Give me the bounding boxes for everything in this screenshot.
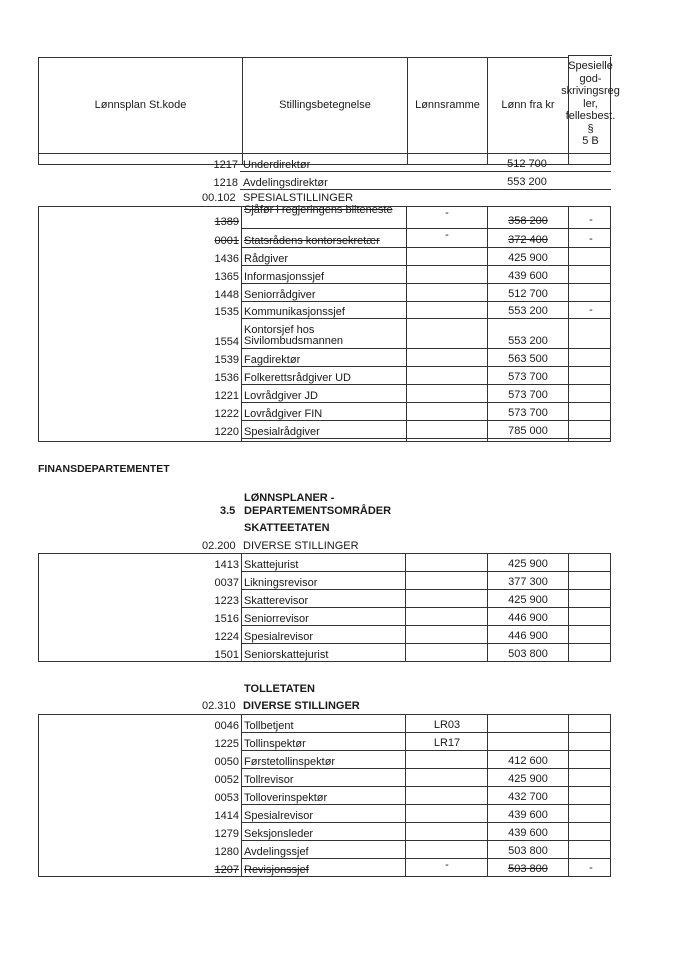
row-code: 1279 — [214, 828, 239, 840]
row-lonn: 425 900 — [508, 594, 548, 606]
table-row — [39, 421, 610, 439]
row-lonn: 439 600 — [508, 270, 548, 282]
toll-code: 02.310 — [202, 700, 236, 712]
table-row — [39, 284, 610, 302]
spesial-code: 00.102 — [202, 192, 236, 204]
spesial-table — [38, 206, 611, 442]
row-title: Revisjonssjef — [244, 864, 309, 876]
row-code: 1389 — [214, 216, 239, 228]
row-code: 1217 — [213, 159, 238, 171]
skatt-code: 02.200 — [202, 540, 236, 552]
row-lonnsramme: - — [445, 229, 449, 241]
table-row — [39, 805, 610, 823]
row-lonn: 425 900 — [508, 773, 548, 785]
table-row — [39, 751, 610, 769]
row-lonn: 377 300 — [508, 576, 548, 588]
row-lonn: 573 700 — [508, 407, 548, 419]
row-lonn: 573 700 — [508, 389, 548, 401]
row-lonn: 439 600 — [508, 809, 548, 821]
row-code: 1535 — [214, 306, 239, 318]
table-row — [39, 715, 610, 733]
row-title: Kommunikasjonssjef — [244, 306, 345, 318]
row-lonnsramme: - — [445, 207, 449, 219]
row-title: Underdirektør — [243, 159, 311, 171]
row-code: 1224 — [214, 631, 239, 643]
row-title: Lovrådgiver JD — [244, 390, 318, 402]
spesial-heading: SPESIALSTILLINGER — [243, 192, 354, 204]
row-code: 1218 — [213, 177, 238, 189]
row-spesielle: - — [589, 862, 593, 874]
row-code: 0053 — [214, 792, 239, 804]
row-lonn: 553 200 — [507, 176, 547, 188]
row-lonn: 446 900 — [508, 630, 548, 642]
row-lonnsramme: LR03 — [433, 719, 461, 731]
row-title: Seniorrådgiver — [244, 289, 316, 301]
table-row — [39, 385, 610, 403]
row-title: Kontorsjef hos Sivilombudsmannen — [244, 324, 344, 347]
row-spesielle: - — [589, 304, 593, 316]
row-code: 1365 — [214, 271, 239, 283]
row-code: 0046 — [214, 720, 239, 732]
header-spesielle-line: 5 B — [582, 135, 599, 148]
row-code: 1222 — [214, 408, 239, 420]
row-lonn: 563 500 — [508, 353, 548, 365]
toll-heading: DIVERSE STILLINGER — [243, 700, 360, 712]
row-lonn: 439 600 — [508, 827, 548, 839]
header-spesielle-line: fellesbest. § — [565, 110, 616, 135]
table-row — [39, 626, 610, 644]
row-lonn: 446 900 — [508, 612, 548, 624]
row-lonn: 785 000 — [508, 425, 548, 437]
plan-number: 3.5 — [220, 505, 236, 517]
skatt-table — [38, 553, 611, 662]
row-title: Skatterevisor — [244, 595, 309, 607]
row-lonn: 358 200 — [508, 215, 548, 227]
header-spesielle-line: skrivingsreg — [561, 85, 620, 98]
row-title: Seniorrevisor — [244, 613, 309, 625]
row-lonn: 503 800 — [508, 845, 548, 857]
header-lonnsramme: Lønnsramme — [415, 99, 480, 111]
row-lonn: 553 200 — [508, 305, 548, 317]
table-row — [39, 787, 610, 805]
row-code: 1516 — [214, 613, 239, 625]
row-lonnsramme: LR17 — [433, 737, 461, 749]
header-stillingsbetegnelse: Stillingsbetegnelse — [279, 99, 371, 111]
row-title: Likningsrevisor — [244, 577, 318, 589]
table-row — [39, 841, 610, 859]
plan-line2: DEPARTEMENTSOMRÅDER — [244, 505, 392, 517]
row-title: Seksjonsleder — [244, 828, 314, 840]
row-title: Folkerettsrådgiver UD — [244, 372, 351, 384]
header-spesielle-line: ler, — [583, 97, 598, 110]
header-lonnsplan: Lønnsplan St.kode — [94, 99, 187, 111]
table-row — [38, 172, 611, 190]
row-divider — [241, 876, 610, 877]
table-row — [39, 554, 610, 572]
row-lonn: 553 200 — [508, 335, 548, 347]
row-code: 1221 — [214, 390, 239, 402]
row-title: Tollinspektør — [244, 738, 306, 750]
row-code: 1448 — [214, 289, 239, 301]
table-row — [39, 644, 610, 662]
row-code: 1536 — [214, 372, 239, 384]
table-row — [39, 733, 610, 751]
table-row — [39, 349, 610, 367]
row-code: 1225 — [214, 738, 239, 750]
table-row — [39, 572, 610, 590]
skatt-agency: SKATTEETATEN — [244, 522, 330, 534]
row-code: 1413 — [214, 559, 239, 571]
row-code: 1539 — [214, 354, 239, 366]
row-code: 1436 — [214, 253, 239, 265]
row-title: Avdelingssjef — [244, 846, 309, 858]
row-code: 1207 — [214, 864, 239, 876]
table-row — [39, 403, 610, 421]
row-lonn: 573 700 — [508, 371, 548, 383]
table-row — [39, 769, 610, 787]
row-title: Spesialrådgiver — [244, 426, 320, 438]
table-row — [39, 229, 610, 248]
row-code: 0050 — [214, 756, 239, 768]
row-lonn: 512 700 — [508, 288, 548, 300]
row-divider — [240, 189, 611, 190]
row-code: 0037 — [214, 577, 239, 589]
row-lonn: 512 700 — [507, 158, 547, 170]
row-lonn: 503 800 — [508, 863, 548, 875]
row-code: 1223 — [214, 595, 239, 607]
row-code: 1501 — [214, 649, 239, 661]
row-lonn: 412 600 — [508, 755, 548, 767]
row-lonn: 432 700 — [508, 791, 548, 803]
table-row — [39, 859, 610, 877]
row-title: Statsrådens kontorsekretær — [244, 235, 380, 247]
table-row — [39, 823, 610, 841]
row-lonn: 503 800 — [508, 648, 548, 660]
plan-line1: LØNNSPLANER - — [244, 492, 335, 504]
table-row — [39, 302, 610, 319]
row-title: Spesialrevisor — [244, 631, 314, 643]
table-row — [39, 367, 610, 385]
row-code: 1414 — [214, 810, 239, 822]
header-spesielle-line: god- — [579, 72, 602, 85]
table-row — [39, 248, 610, 266]
table-row — [39, 590, 610, 608]
row-lonn: 372 400 — [508, 234, 548, 246]
header-lonn-fra: Lønn fra kr — [501, 99, 555, 111]
row-code: 0052 — [214, 774, 239, 786]
row-divider — [241, 438, 610, 439]
row-lonnsramme: - — [445, 859, 449, 871]
row-code: 0001 — [214, 235, 239, 247]
skatt-heading: DIVERSE STILLINGER — [243, 540, 359, 552]
row-title: Rådgiver — [244, 253, 289, 265]
row-title: Skattejurist — [244, 559, 299, 571]
row-spesielle: - — [589, 214, 593, 226]
row-title: Lovrådgiver FIN — [244, 408, 323, 420]
row-spesielle: - — [589, 233, 593, 245]
table-row — [38, 154, 611, 172]
header-spesielle — [561, 55, 620, 153]
toll-table — [38, 714, 611, 877]
header-spesielle-line: Spesielle — [568, 60, 613, 73]
table-row — [39, 608, 610, 626]
toll-agency: TOLLETATEN — [244, 683, 315, 695]
row-title: Spesialrevisor — [244, 810, 314, 822]
row-title: Tolloverinspektør — [244, 792, 328, 804]
table-row — [39, 266, 610, 284]
row-lonn: 425 900 — [508, 252, 548, 264]
row-code: 1554 — [214, 336, 239, 348]
department-title: FINANSDEPARTEMENTET — [38, 463, 170, 475]
table-row — [39, 319, 610, 349]
row-title: Seniorskattejurist — [244, 649, 329, 661]
table-row — [39, 204, 610, 229]
row-code: 1280 — [214, 846, 239, 858]
row-divider — [241, 661, 610, 662]
header-table — [38, 57, 620, 189]
row-title: Avdelingsdirektør — [243, 177, 328, 189]
row-title: Fagdirektør — [244, 354, 301, 366]
row-title: Sjåfør i regjeringens bilteneste — [244, 204, 393, 216]
row-title: Førstetollinspektør — [244, 756, 336, 768]
row-title: Tollbetjent — [244, 720, 294, 732]
row-title: Tollrevisor — [244, 774, 294, 786]
row-code: 1220 — [214, 426, 239, 438]
row-lonn: 425 900 — [508, 558, 548, 570]
row-title: Informasjonssjef — [244, 271, 325, 283]
